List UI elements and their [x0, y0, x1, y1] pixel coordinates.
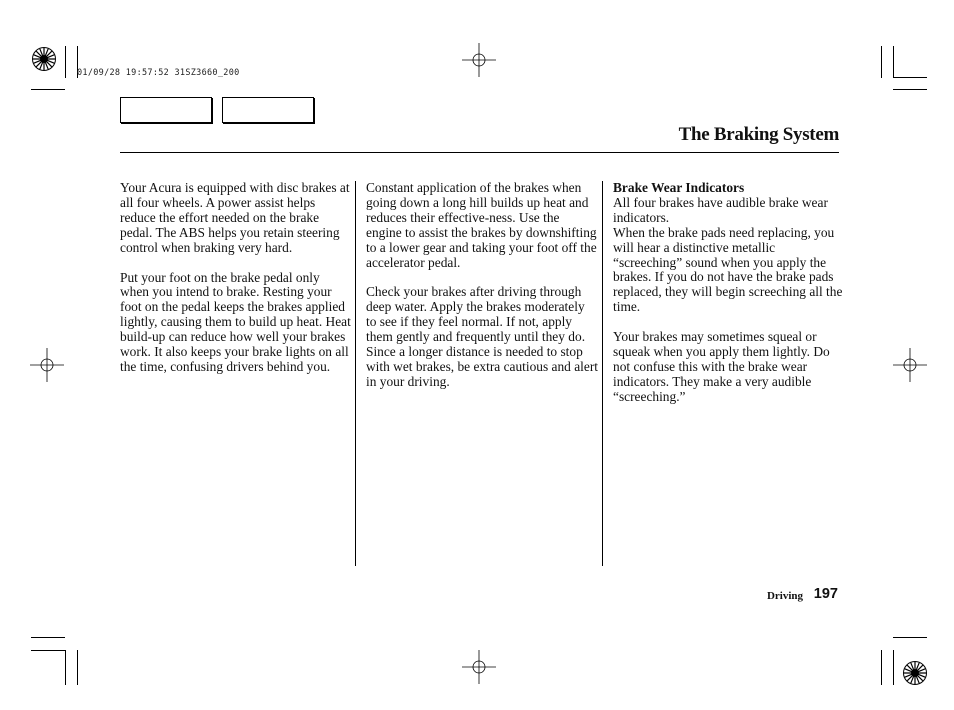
- paragraph: All four brakes have audible brake wear indicators.: [613, 194, 828, 225]
- registration-crosshair-icon: [462, 43, 496, 77]
- paragraph: Constant application of the brakes when going down a long hill builds up heat and reduces their effective-ness. Use the engine to assist the brakes by downshifting to a lower gear and taking your foot off the accelerator pedal.: [366, 180, 597, 270]
- nav-tab-box[interactable]: [222, 97, 314, 123]
- page-title: The Braking System: [678, 124, 839, 145]
- paragraph: When the brake pads need replacing, you will hear a distinctive metallic “screeching” sound when you apply the brakes. If you do not have the brake pads replaced, they will begin screeching all the time.: [613, 224, 843, 315]
- text-column-1: [120, 181, 352, 390]
- page-number: 197: [813, 586, 838, 602]
- section-subheading: Brake Wear Indicators: [613, 180, 745, 195]
- paragraph: Put your foot on the brake pedal only when you intend to brake. Resting your foot on the pedal keeps the brakes applied lightly, causing them to build up heat. Heat build-up can reduce how well your brakes work. It also keeps your brake lights on all the time, confusing drivers behind you.: [120, 269, 351, 374]
- header-rule: [120, 152, 839, 153]
- paragraph: Your brakes may sometimes squeal or squeak when you apply them lightly. Do not confuse this with the brake wear indicators. They make a very audible “screeching.”: [613, 329, 830, 404]
- registration-sunburst-icon: [902, 660, 928, 686]
- print-stamp: 01/09/28 19:57:52 31SZ3660_200: [77, 68, 240, 78]
- nav-tab-box[interactable]: [120, 97, 212, 123]
- brake-wear-section: [613, 181, 843, 315]
- registration-crosshair-icon: [893, 348, 927, 382]
- paragraph: Your Acura is equipped with disc brakes at all four wheels. A power assist helps reduce the effort needed on the brake pedal. The ABS helps you retain steering control when braking very hard.: [120, 180, 350, 255]
- registration-crosshair-icon: [30, 348, 64, 382]
- column-divider: [355, 181, 356, 566]
- text-column-3: [613, 181, 843, 420]
- registration-sunburst-icon: [31, 46, 57, 72]
- footer-section-label: Driving: [766, 590, 803, 602]
- column-divider: [602, 181, 603, 566]
- paragraph: Check your brakes after driving through deep water. Apply the brakes moderately to see if they feel normal. If not, apply them gently and frequently until they do. Since a longer distance is needed to stop with wet brakes, be extra cautious and alert in your driving.: [366, 284, 599, 389]
- registration-crosshair-icon: [462, 650, 496, 684]
- text-column-2: [366, 181, 598, 405]
